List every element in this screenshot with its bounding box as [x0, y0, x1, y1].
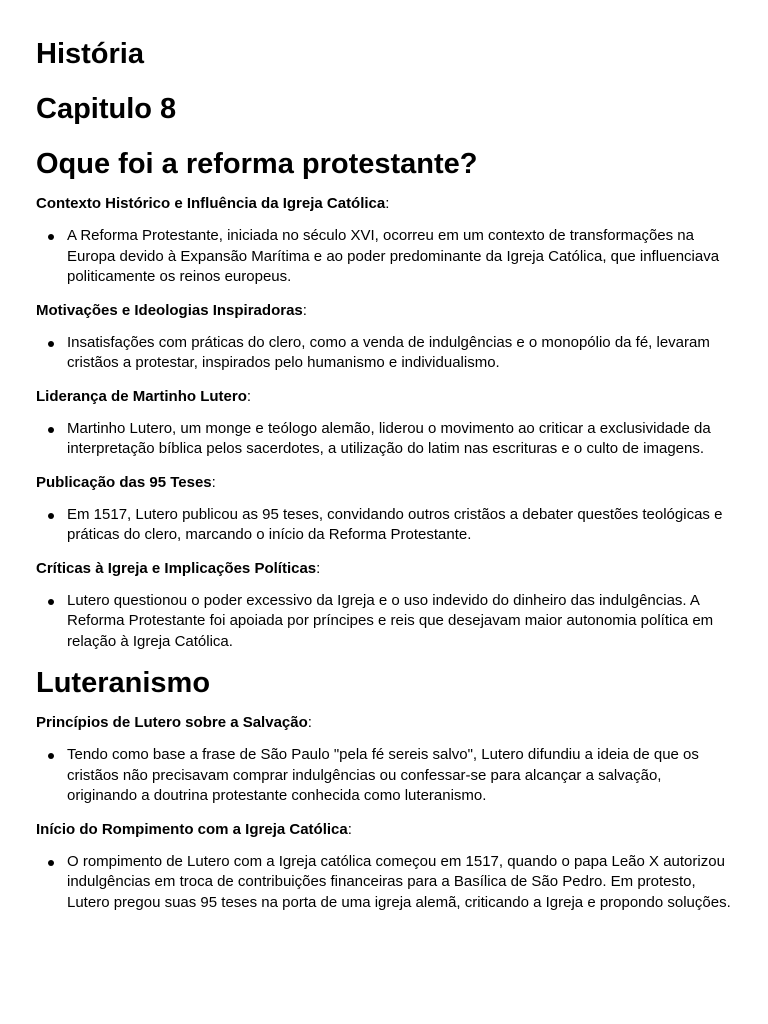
chapter-heading: Capitulo 8 — [36, 93, 177, 125]
bullet-list — [36, 852, 732, 914]
bullet-list — [36, 226, 732, 288]
subsection-title-text: Liderança de Martinho Lutero — [36, 387, 247, 405]
subsection-title — [36, 301, 732, 321]
colon: : — [347, 820, 352, 838]
colon: : — [307, 714, 312, 731]
list-item: A Reforma Protestante, iniciada no século XVI, ocorreu em um contexto de transformações na Europa devido à Expansão Marítima e ao poder predominante da Igreja Católica, que influenciava politicamente os reinos europeus. — [67, 226, 732, 288]
subsection-title — [36, 713, 732, 733]
subsection-title-text: Publicação das 95 Teses — [36, 473, 212, 491]
bullet-list — [36, 505, 732, 546]
subsection-title-text: Princípios de Lutero sobre a Salvação — [36, 714, 308, 731]
subsection-title — [36, 387, 732, 407]
subsection-title-text: Críticas à Igreja e Implicações Políticas — [36, 559, 317, 577]
colon: : — [385, 195, 390, 212]
section-heading-luteranismo: Luteranismo — [36, 667, 211, 699]
colon: : — [316, 559, 321, 577]
subsection-title — [36, 559, 732, 579]
subsection-title-text: Contexto Histórico e Influência da Igreja Católica — [36, 195, 386, 212]
subsection-title — [36, 194, 732, 214]
bullet-list — [36, 333, 732, 374]
document-title: História — [36, 38, 144, 70]
list-item: Martinho Lutero, um monge e teólogo alemão, liderou o movimento ao criticar a exclusividade da interpretação bíblica pelos sacerdotes, a utilização do latim nas escrituras e o culto de imagens. — [67, 419, 732, 460]
colon: : — [246, 387, 252, 405]
list-item: Em 1517, Lutero publicou as 95 teses, convidando outros cristãos a debater questões teológicas e práticas do clero, marcando o início da Reforma Protestante. — [67, 505, 732, 546]
colon: : — [211, 473, 216, 491]
bullet-list — [36, 591, 732, 653]
list-item: O rompimento de Lutero com a Igreja católica começou em 1517, quando o papa Leão X autorizou indulgências em troca de contribuições financeiras para a Basílica de São Pedro. Em protesto, Lutero pregou suas 95 teses na porta de uma igreja alemã, criticando a Igreja e propondo soluções. — [67, 852, 732, 914]
colon: : — [302, 301, 307, 319]
subsection-title-text: Motivações e Ideologias Inspiradoras — [36, 301, 303, 319]
bullet-list — [36, 745, 732, 807]
list-item: Insatisfações com práticas do clero, como a venda de indulgências e o monopólio da fé, levaram cristãos a protestar, inspirados pelo humanismo e individualismo. — [67, 333, 732, 374]
subsection-title-text: Início do Rompimento com a Igreja Católica — [36, 820, 348, 838]
section-heading-reforma: Oque foi a reforma protestante? — [36, 148, 478, 180]
subsection-title — [36, 473, 732, 493]
list-item: Lutero questionou o poder excessivo da Igreja e o uso indevido do dinheiro das indulgências. A Reforma Protestante foi apoiada por príncipes e reis que desejavam maior autonomia política em relação à Igreja Católica. — [67, 591, 732, 653]
list-item: Tendo como base a frase de São Paulo "pela fé sereis salvo", Lutero difundiu a ideia de que os cristãos não precisavam comprar indulgências ou confessar-se para alcançar a salvação, originando a doutrina protestante conhecida como luteranismo. — [67, 745, 732, 807]
bullet-list — [36, 419, 732, 460]
subsection-title — [36, 820, 732, 840]
